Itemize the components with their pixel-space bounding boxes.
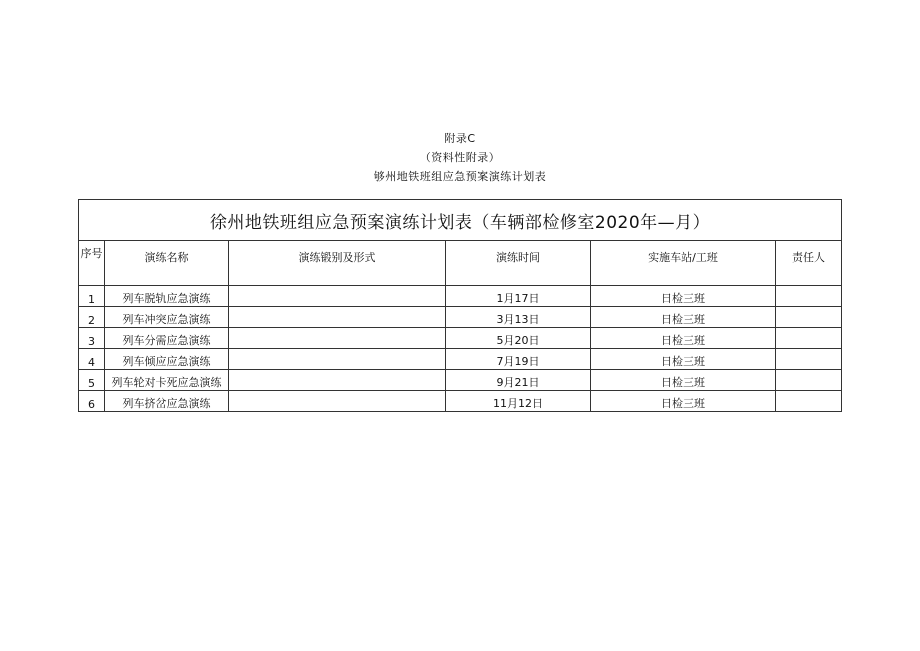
cell-site: 日检三班 bbox=[591, 391, 776, 412]
column-header-site: 实施车站/工班 bbox=[591, 241, 776, 286]
cell-owner bbox=[776, 328, 842, 349]
cell-owner bbox=[776, 307, 842, 328]
cell-time: 5月20日 bbox=[446, 328, 591, 349]
cell-seq: 4 bbox=[79, 349, 105, 370]
appendix-note: （资料性附录） bbox=[419, 151, 501, 164]
table-row bbox=[79, 391, 842, 412]
column-header-time: 演练时间 bbox=[446, 241, 591, 286]
cell-site: 日检三班 bbox=[591, 307, 776, 328]
table-row bbox=[79, 307, 842, 328]
cell-form bbox=[229, 328, 446, 349]
cell-name: 列车冲突应急演练 bbox=[105, 307, 229, 328]
cell-name: 列车脱轨应急演练 bbox=[105, 286, 229, 307]
cell-owner bbox=[776, 286, 842, 307]
cell-site: 日检三班 bbox=[591, 349, 776, 370]
column-header-owner: 责任人 bbox=[776, 241, 842, 286]
table-title-row bbox=[79, 200, 842, 241]
cell-form bbox=[229, 307, 446, 328]
cell-time: 3月13日 bbox=[446, 307, 591, 328]
table-row bbox=[79, 349, 842, 370]
table-header-row bbox=[79, 241, 842, 286]
cell-site: 日检三班 bbox=[591, 328, 776, 349]
cell-name: 列车挤岔应急演练 bbox=[105, 391, 229, 412]
table-title: 徐州地铁班组应急预案演练计划表（车辆部检修室2020年—月） bbox=[79, 200, 842, 241]
table-row bbox=[79, 286, 842, 307]
cell-time: 9月21日 bbox=[446, 370, 591, 391]
cell-form bbox=[229, 391, 446, 412]
cell-time: 7月19日 bbox=[446, 349, 591, 370]
column-header-name: 演练名称 bbox=[105, 241, 229, 286]
cell-seq: 5 bbox=[79, 370, 105, 391]
cell-name: 列车分需应急演练 bbox=[105, 328, 229, 349]
cell-time: 1月17日 bbox=[446, 286, 591, 307]
cell-seq: 2 bbox=[79, 307, 105, 328]
cell-owner bbox=[776, 391, 842, 412]
cell-form bbox=[229, 286, 446, 307]
column-header-form: 演练锻别及形式 bbox=[229, 241, 446, 286]
document-subtitle: 够州地铁班组应急预案演练计划表 bbox=[373, 170, 547, 183]
table-row bbox=[79, 328, 842, 349]
column-header-seq: 序号 bbox=[79, 241, 105, 286]
cell-time: 11月12日 bbox=[446, 391, 591, 412]
cell-seq: 3 bbox=[79, 328, 105, 349]
cell-site: 日检三班 bbox=[591, 286, 776, 307]
cell-form bbox=[229, 349, 446, 370]
appendix-label: 附录C bbox=[444, 132, 476, 145]
table-row bbox=[79, 370, 842, 391]
cell-name: 列车倾应应急演练 bbox=[105, 349, 229, 370]
drill-plan-table bbox=[78, 199, 842, 412]
cell-site: 日检三班 bbox=[591, 370, 776, 391]
cell-owner bbox=[776, 370, 842, 391]
cell-name: 列车轮对卡死应急演练 bbox=[105, 370, 229, 391]
cell-seq: 1 bbox=[79, 286, 105, 307]
cell-form bbox=[229, 370, 446, 391]
cell-seq: 6 bbox=[79, 391, 105, 412]
cell-owner bbox=[776, 349, 842, 370]
